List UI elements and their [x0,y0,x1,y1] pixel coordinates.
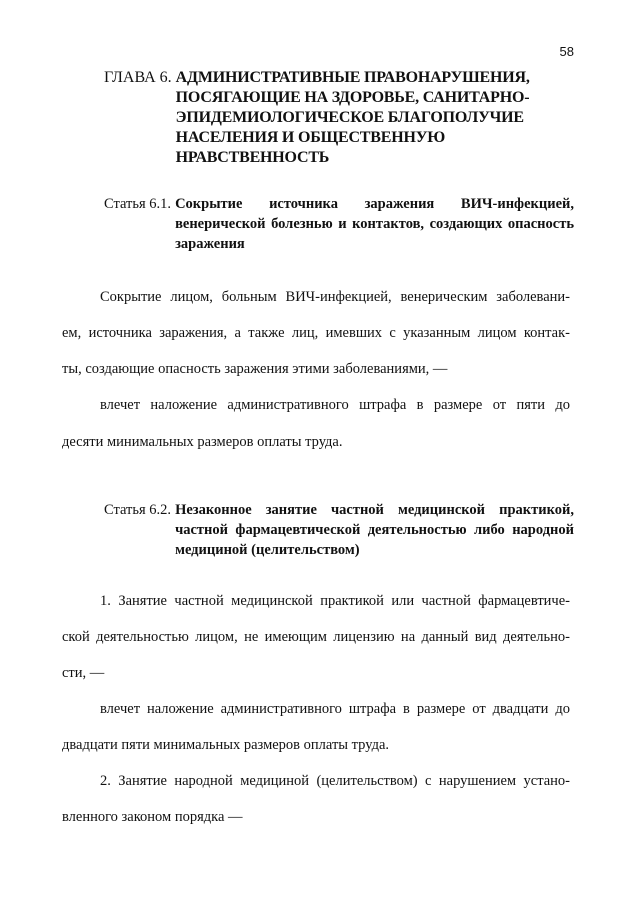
article-6-1-title: Сокрытие источника заражения ВИЧ-инфекцией, венерической болезнью и контактов, создающих опасность заражения [175,196,574,252]
chapter-title: АДМИНИСТРАТИВНЫЕ ПРАВОНАРУШЕНИЯ, ПОСЯГАЮЩИЕ НА ЗДОРОВЬЕ, САНИТАРНО-ЭПИДЕМИОЛОГИЧЕСКОЕ БЛАГОПОЛУЧИЕ НАСЕЛЕНИЯ И ОБЩЕСТВЕННУЮ НРАВСТВЕННОСТЬ [175,69,530,166]
article-6-2-line-7: вленного законом порядка — [62,809,243,825]
article-6-1-line-4: влечет наложение административного штрафа в размере от пяти до [100,397,570,413]
article-6-2-number: Статья 6.2. [104,502,172,518]
chapter-number: ГЛАВА 6. [104,69,172,86]
page-number: 58 [559,44,574,59]
article-6-2-line-6: 2. Занятие народной медициной (целительством) с нарушением устано- [100,773,570,789]
article-6-2-line-4: влечет наложение административного штрафа в размере от двадцати до [100,701,570,717]
article-6-2-heading [104,500,574,560]
article-6-2-line-1: 1. Занятие частной медицинской практикой или частной фармацевтиче- [100,593,570,609]
article-6-1-line-1: Сокрытие лицом, больным ВИЧ-инфекцией, венерическим заболевани- [100,289,570,305]
article-6-1-number: Статья 6.1. [104,196,172,212]
chapter-heading [104,68,574,168]
article-6-1-heading [104,194,574,254]
article-6-2-line-2: ской деятельностью лицом, не имеющим лицензию на данный вид деятельно- [62,629,570,645]
article-6-2-line-3: сти, — [62,665,105,681]
article-6-2-title: Незаконное занятие частной медицинской практикой, частной фармацевтической деятельностью либо народной медициной (целительством) [175,502,574,558]
article-6-1-line-5: десяти минимальных размеров оплаты труда. [62,434,343,450]
article-6-2-line-5: двадцати пяти минимальных размеров оплаты труда. [62,737,390,753]
article-6-1-line-2: ем, источника заражения, а также лиц, имевших с указанным лицом контак- [62,325,570,341]
article-6-1-line-3: ты, создающие опасность заражения этими заболеваниями, — [62,361,448,377]
